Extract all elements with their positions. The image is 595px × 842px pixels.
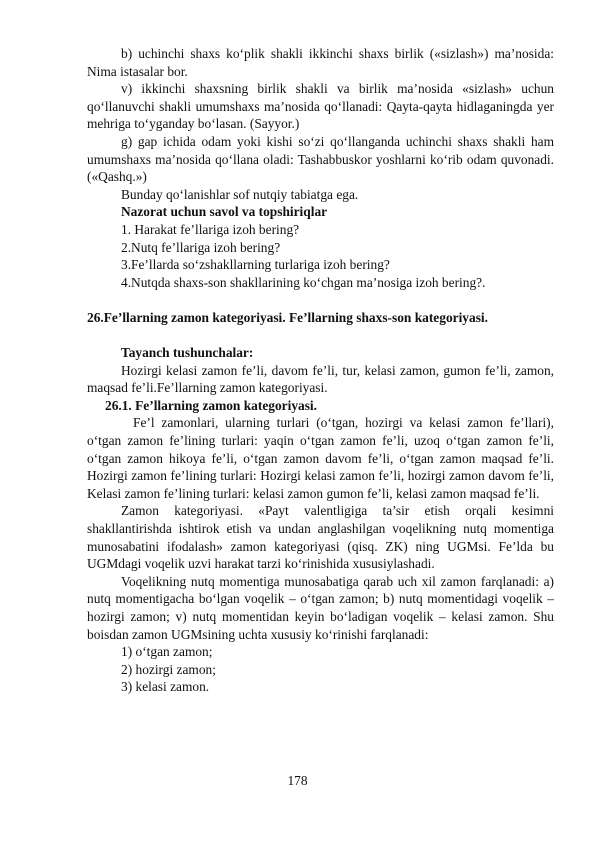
question-item: 3.Fe’llarda so‘zshakllarning turlariga izoh bering?: [121, 257, 390, 273]
question-item: 2.Nutq fe’llariga izoh bering?: [121, 239, 281, 255]
page-number: 178: [287, 773, 308, 788]
paragraph-summary: Bunday qo‘lanishlar sof nutqiy tabiatga ega.: [121, 186, 359, 202]
paragraph-g: g) gap ichida odam yoki kishi so‘zi qo‘llanganda uchinchi shaxs shakli ham umumshaxs ma’nosida qo‘llana oladi: Tashabbuskor yoshlarni ko‘rib odam quvonadi.(«Qashq.»): [87, 133, 554, 185]
list-item: 1) o‘tgan zamon;: [121, 644, 213, 660]
paragraph-v: v) ikkinchi shaxsning birlik shakli va birlik ma’nosida «sizlash» uchun qo‘llanuvchi shakli umumshaxs ma’nosida qo‘llanadi: Qayta-qayta hidlaganingda yer mehriga to‘yganday bo‘lasan. (Sayyor.): [87, 81, 554, 132]
list-item: 3) kelasi zamon.: [121, 679, 210, 695]
section-title: 26.Fe’llarning zamon kategoriyasi. Fe’llarning shaxs-son kategoriyasi.: [87, 309, 488, 325]
key-terms: Hozirgi kelasi zamon fe’li, davom fe’li, tur, kelasi zamon, gumon fe’li, zamon, maqsad fe’li.Fe’llarning zamon kategoriyasi.: [87, 362, 554, 396]
paragraph-tense-types: Fe’l zamonlari, ularning turlari (o‘tgan, hozirgi va kelasi zamon fe’llari), o‘tgan zamon fe’lining turlari: yaqin o‘tgan zamon fe’li, uzoq o‘tgan zamon fe’li, o‘tgan zamon hikoya fe’li, o‘tgan zamon davom fe’li, o‘tgan zamon maqsad fe’li. Hozirgi zamon fe’lining turlari: Hozirgi kelasi zamon fe’li, hozirgi zamon davom fe’li, Kelasi zamon fe’lining turlari: kelasi zamon gumon fe’li, kelasi zamon maqsad fe’li.: [87, 415, 554, 501]
spacer: [87, 327, 554, 345]
questions-heading: Nazorat uchun savol va topshiriqlar: [121, 204, 328, 220]
list-item: 2) hozirgi zamon;: [121, 661, 216, 677]
subsection-title: 26.1. Fe’llarning zamon kategoriyasi.: [105, 397, 318, 413]
question-item: 1. Harakat fe’llariga izoh bering?: [121, 221, 300, 237]
question-item: 4.Nutqda shaxs-son shakllarining ko‘chgan ma’nosiga izoh bering?.: [121, 274, 486, 290]
paragraph-b: b) uchinchi shaxs ko‘plik shakli ikkinchi shaxs birlik («sizlash») ma’nosida: Nima istasalar bor.: [87, 46, 554, 79]
paragraph-tense-distinction: Voqelikning nutq momentiga munosabatiga qarab uch xil zamon farqlanadi: a) nutq momentigacha bo‘lgan voqelik – o‘tgan zamon; b) nutq momentidagi voqelik – hozirgi zamon; v) nutq momentidan keyin bo‘ladigan voqelik – kelasi zamon. Shu boisdan zamon UGMsining uchta xususiy ko‘rinishi farqlanadi:: [87, 573, 554, 642]
paragraph-tense-category: Zamon kategoriyasi. «Payt valentligiga ta’sir etish orqali kesimni shakllantirishda ishtirok etish va undan anglashilgan voqelikning nutq momentiga munosabatini ifodalash» zamon kategoriyasi (qisq. ZK) ning UGMsi. Fe’lda bu UGMdagi voqelik uzvi harakat tarzi ko‘rinishida xususiylashadi.: [87, 503, 554, 572]
spacer: [87, 291, 554, 309]
key-terms-heading: Tayanch tushunchalar:: [121, 345, 254, 361]
page-content: [87, 45, 554, 696]
